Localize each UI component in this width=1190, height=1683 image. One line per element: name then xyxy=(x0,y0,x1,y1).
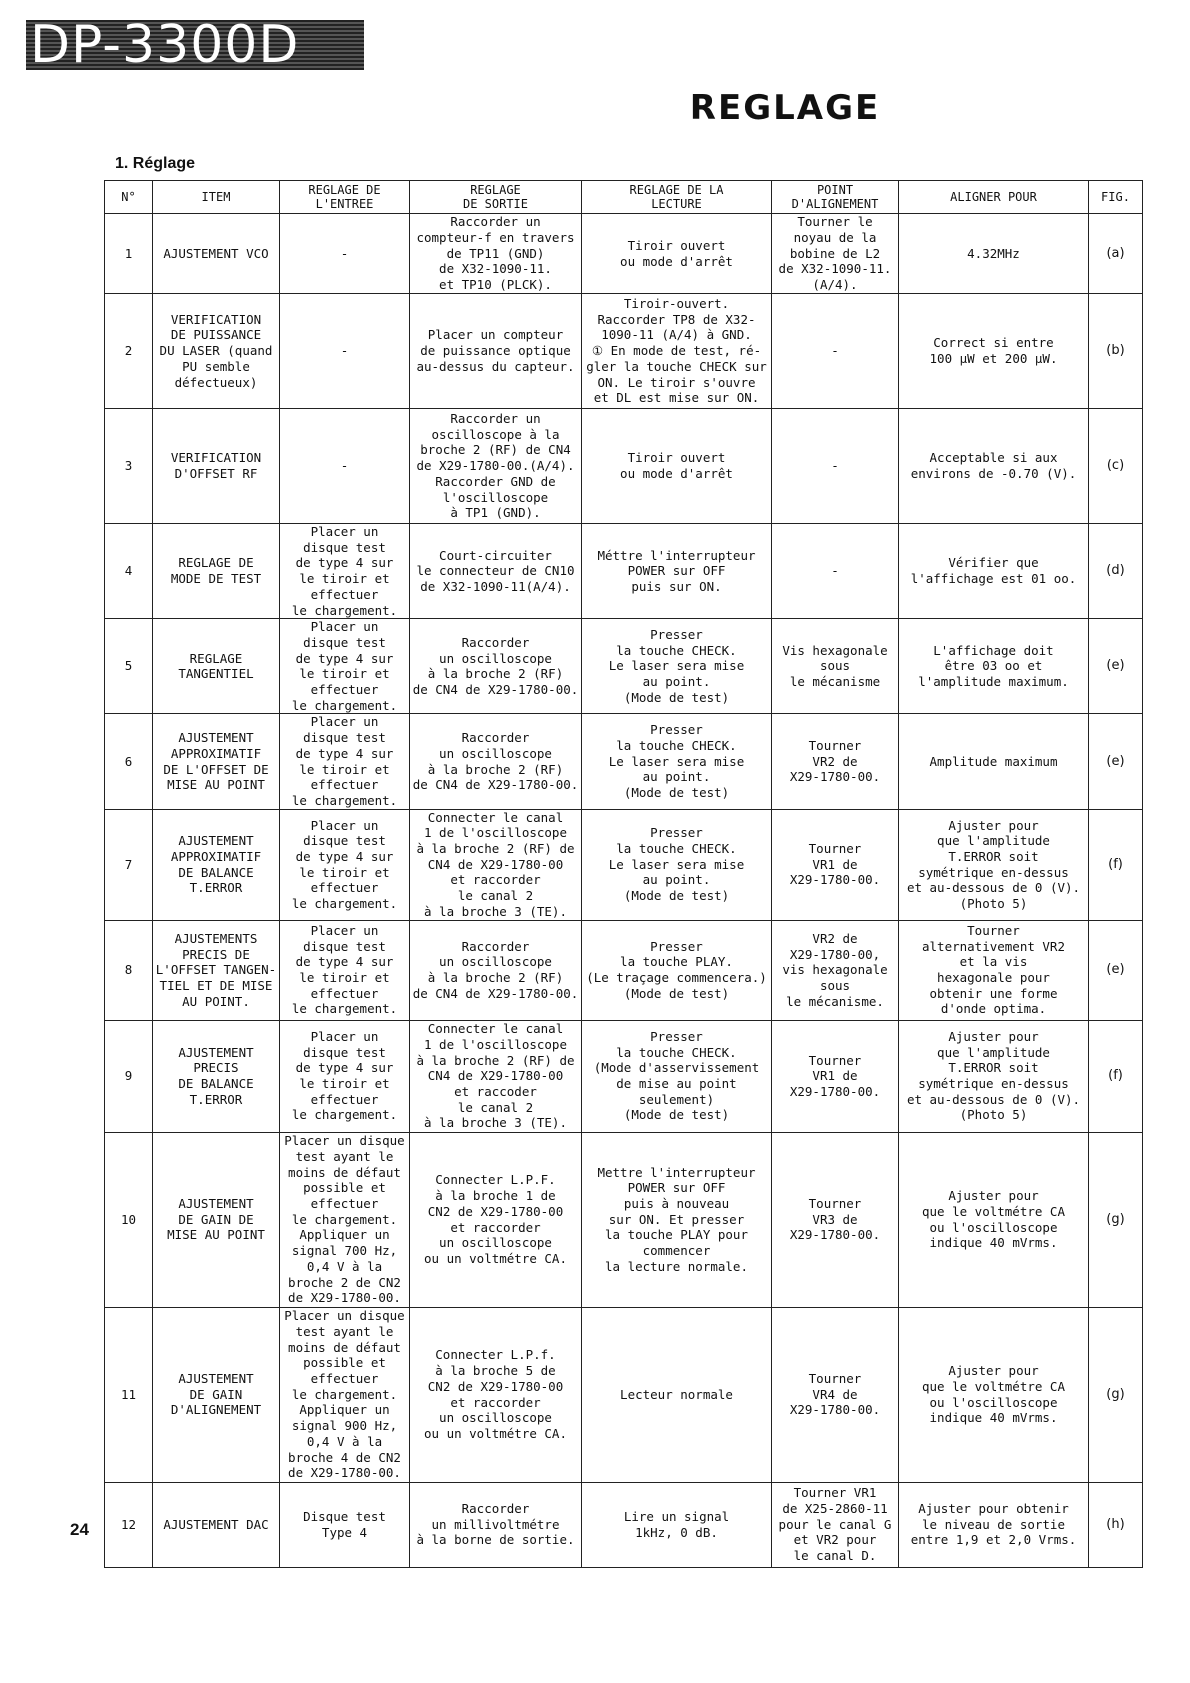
cell-point: - xyxy=(772,294,899,409)
cell-entree: Placer un disque test de type 4 sur le tiroir et effectuer le chargement. xyxy=(280,524,410,619)
table-row xyxy=(105,920,1143,1020)
cell-sortie: Raccorder un oscilloscope à la broche 2 (RF) de CN4 de X29-1780-00.(A/4). Raccorder GND de l'oscilloscope à TP1 (GND). xyxy=(410,409,582,524)
model-badge: DP-3300D xyxy=(26,20,364,70)
table-row xyxy=(105,214,1143,294)
cell-aligner: Ajuster pour que le voltmétre CA ou l'oscilloscope indique 40 mVrms. xyxy=(899,1132,1089,1307)
table-row xyxy=(105,524,1143,619)
cell-sortie: Raccorder un millivoltmétre à la borne de sortie. xyxy=(410,1482,582,1567)
cell-point: - xyxy=(772,524,899,619)
cell-sortie: Raccorder un oscilloscope à la broche 2 (RF) de CN4 de X29-1780-00. xyxy=(410,714,582,809)
cell-point: Tourner VR1 de X29-1780-00. xyxy=(772,809,899,920)
cell-point: VR2 de X29-1780-00, vis hexagonale sous le mécanisme. xyxy=(772,920,899,1020)
cell-lecture: Tiroir ouvert ou mode d'arrêt xyxy=(582,214,772,294)
cell-fig: (h) xyxy=(1089,1482,1143,1567)
cell-no: 6 xyxy=(105,714,153,809)
table-row xyxy=(105,1020,1143,1132)
cell-entree: Disque test Type 4 xyxy=(280,1482,410,1567)
cell-item: AJUSTEMENTS PRECIS DE L'OFFSET TANGEN- TIEL ET DE MISE AU POINT. xyxy=(153,920,280,1020)
cell-aligner: Tourner alternativement VR2 et la vis hexagonale pour obtenir une forme d'onde optima. xyxy=(899,920,1089,1020)
table-row xyxy=(105,1307,1143,1482)
column-header-point: POINT D'ALIGNEMENT xyxy=(772,181,899,214)
cell-no: 7 xyxy=(105,809,153,920)
cell-sortie: Connecter L.P.f. à la broche 5 de CN2 de X29-1780-00 et raccorder un oscilloscope ou un voltmétre CA. xyxy=(410,1307,582,1482)
section-title: 1. Réglage xyxy=(115,155,196,172)
cell-point: Vis hexagonale sous le mécanisme xyxy=(772,619,899,714)
cell-sortie: Raccorder un compteur-f en travers de TP11 (GND) de X32-1090-11. et TP10 (PLCK). xyxy=(410,214,582,294)
cell-aligner: Ajuster pour que l'amplitude T.ERROR soit symétrique en-dessus et au-dessous de 0 (V). (Photo 5) xyxy=(899,809,1089,920)
cell-point: Tourner VR4 de X29-1780-00. xyxy=(772,1307,899,1482)
cell-aligner: Ajuster pour que le voltmétre CA ou l'oscilloscope indique 40 mVrms. xyxy=(899,1307,1089,1482)
cell-entree: - xyxy=(280,409,410,524)
cell-aligner: L'affichage doit être 03 oo et l'amplitude maximum. xyxy=(899,619,1089,714)
cell-fig: (g) xyxy=(1089,1132,1143,1307)
cell-no: 9 xyxy=(105,1020,153,1132)
cell-fig: (e) xyxy=(1089,714,1143,809)
table-row xyxy=(105,714,1143,809)
cell-fig: (b) xyxy=(1089,294,1143,409)
cell-item: VERIFICATION DE PUISSANCE DU LASER (quand PU semble défectueux) xyxy=(153,294,280,409)
cell-sortie: Connecter L.P.F. à la broche 1 de CN2 de X29-1780-00 et raccorder un oscilloscope ou un voltmétre CA. xyxy=(410,1132,582,1307)
table-row xyxy=(105,1482,1143,1567)
cell-lecture: Presser la touche CHECK. Le laser sera mise au point. (Mode de test) xyxy=(582,809,772,920)
cell-aligner: Vérifier que l'affichage est 01 oo. xyxy=(899,524,1089,619)
table-row xyxy=(105,294,1143,409)
cell-fig: (a) xyxy=(1089,214,1143,294)
cell-point: Tourner le noyau de la bobine de L2 de X32-1090-11. (A/4). xyxy=(772,214,899,294)
cell-entree: Placer un disque test de type 4 sur le tiroir et effectuer le chargement. xyxy=(280,619,410,714)
table-row xyxy=(105,409,1143,524)
cell-item: AJUSTEMENT PRECIS DE BALANCE T.ERROR xyxy=(153,1020,280,1132)
cell-sortie: Connecter le canal 1 de l'oscilloscope à la broche 2 (RF) de CN4 de X29-1780-00 et raccorder le canal 2 à la broche 3 (TE). xyxy=(410,809,582,920)
table-row xyxy=(105,1132,1143,1307)
cell-aligner: Correct si entre 100 μW et 200 μW. xyxy=(899,294,1089,409)
column-header-fig: FIG. xyxy=(1089,181,1143,214)
cell-aligner: Amplitude maximum xyxy=(899,714,1089,809)
cell-no: 10 xyxy=(105,1132,153,1307)
cell-point: - xyxy=(772,409,899,524)
cell-aligner: Acceptable si aux environs de -0.70 (V). xyxy=(899,409,1089,524)
cell-lecture: Lire un signal 1kHz, 0 dB. xyxy=(582,1482,772,1567)
column-header-sortie: REGLAGE DE SORTIE xyxy=(410,181,582,214)
table-header-row xyxy=(105,181,1143,214)
cell-entree: Placer un disque test de type 4 sur le tiroir et effectuer le chargement. xyxy=(280,809,410,920)
cell-lecture: Presser la touche CHECK. Le laser sera mise au point. (Mode de test) xyxy=(582,714,772,809)
cell-point: Tourner VR2 de X29-1780-00. xyxy=(772,714,899,809)
cell-lecture: Tiroir-ouvert. Raccorder TP8 de X32- 1090-11 (A/4) à GND. ① En mode de test, ré- gler la touche CHECK sur ON. Le tiroir s'ouvre et DL est mise sur ON. xyxy=(582,294,772,409)
cell-aligner: 4.32MHz xyxy=(899,214,1089,294)
cell-point: Tourner VR3 de X29-1780-00. xyxy=(772,1132,899,1307)
page-number: 24 xyxy=(70,1520,89,1539)
column-header-lecture: REGLAGE DE LA LECTURE xyxy=(582,181,772,214)
cell-lecture: Mettre l'interrupteur POWER sur OFF puis à nouveau sur ON. Et presser la touche PLAY pour commencer la lecture normale. xyxy=(582,1132,772,1307)
page-title: REGLAGE xyxy=(689,88,881,128)
cell-item: AJUSTEMENT VCO xyxy=(153,214,280,294)
column-header-no: N° xyxy=(105,181,153,214)
cell-no: 11 xyxy=(105,1307,153,1482)
cell-entree: Placer un disque test de type 4 sur le tiroir et effectuer le chargement. xyxy=(280,1020,410,1132)
cell-item: AJUSTEMENT DE GAIN DE MISE AU POINT xyxy=(153,1132,280,1307)
cell-fig: (f) xyxy=(1089,809,1143,920)
cell-item: REGLAGE TANGENTIEL xyxy=(153,619,280,714)
cell-entree: Placer un disque test ayant le moins de défaut possible et effectuer le chargement. Appliquer un signal 900 Hz, 0,4 V à la broche 4 de CN2 de X29-1780-00. xyxy=(280,1307,410,1482)
cell-aligner: Ajuster pour obtenir le niveau de sortie entre 1,9 et 2,0 Vrms. xyxy=(899,1482,1089,1567)
cell-point: Tourner VR1 de X25-2860-11 pour le canal G et VR2 pour le canal D. xyxy=(772,1482,899,1567)
cell-item: REGLAGE DE MODE DE TEST xyxy=(153,524,280,619)
cell-no: 5 xyxy=(105,619,153,714)
cell-entree: Placer un disque test de type 4 sur le tiroir et effectuer le chargement. xyxy=(280,920,410,1020)
cell-lecture: Tiroir ouvert ou mode d'arrêt xyxy=(582,409,772,524)
cell-no: 12 xyxy=(105,1482,153,1567)
cell-sortie: Placer un compteur de puissance optique au-dessus du capteur. xyxy=(410,294,582,409)
cell-sortie: Court-circuiter le connecteur de CN10 de X32-1090-11(A/4). xyxy=(410,524,582,619)
cell-no: 3 xyxy=(105,409,153,524)
cell-fig: (e) xyxy=(1089,619,1143,714)
cell-fig: (c) xyxy=(1089,409,1143,524)
adjustment-table xyxy=(104,180,1143,1568)
cell-sortie: Raccorder un oscilloscope à la broche 2 (RF) de CN4 de X29-1780-00. xyxy=(410,619,582,714)
cell-lecture: Presser la touche CHECK. Le laser sera mise au point. (Mode de test) xyxy=(582,619,772,714)
cell-item: AJUSTEMENT DE GAIN D'ALIGNEMENT xyxy=(153,1307,280,1482)
cell-lecture: Presser la touche CHECK. (Mode d'asservissement de mise au point seulement) (Mode de test) xyxy=(582,1020,772,1132)
cell-no: 1 xyxy=(105,214,153,294)
cell-item: AJUSTEMENT APPROXIMATIF DE BALANCE T.ERROR xyxy=(153,809,280,920)
cell-no: 8 xyxy=(105,920,153,1020)
table-row xyxy=(105,809,1143,920)
cell-sortie: Raccorder un oscilloscope à la broche 2 (RF) de CN4 de X29-1780-00. xyxy=(410,920,582,1020)
cell-lecture: Lecteur normale xyxy=(582,1307,772,1482)
cell-item: AJUSTEMENT APPROXIMATIF DE L'OFFSET DE MISE AU POINT xyxy=(153,714,280,809)
cell-item: AJUSTEMENT DAC xyxy=(153,1482,280,1567)
cell-no: 2 xyxy=(105,294,153,409)
cell-fig: (f) xyxy=(1089,1020,1143,1132)
table-row xyxy=(105,619,1143,714)
cell-aligner: Ajuster pour que l'amplitude T.ERROR soit symétrique en-dessus et au-dessous de 0 (V). (Photo 5) xyxy=(899,1020,1089,1132)
cell-entree: Placer un disque test ayant le moins de défaut possible et effectuer le chargement. Appliquer un signal 700 Hz, 0,4 V à la broche 2 de CN2 de X29-1780-00. xyxy=(280,1132,410,1307)
cell-lecture: Méttre l'interrupteur POWER sur OFF puis sur ON. xyxy=(582,524,772,619)
cell-lecture: Presser la touche PLAY. (Le traçage commencera.) (Mode de test) xyxy=(582,920,772,1020)
cell-entree: - xyxy=(280,214,410,294)
cell-entree: - xyxy=(280,294,410,409)
column-header-item: ITEM xyxy=(153,181,280,214)
cell-point: Tourner VR1 de X29-1780-00. xyxy=(772,1020,899,1132)
cell-fig: (d) xyxy=(1089,524,1143,619)
cell-sortie: Connecter le canal 1 de l'oscilloscope à la broche 2 (RF) de CN4 de X29-1780-00 et raccoder le canal 2 à la broche 3 (TE). xyxy=(410,1020,582,1132)
cell-item: VERIFICATION D'OFFSET RF xyxy=(153,409,280,524)
cell-fig: (e) xyxy=(1089,920,1143,1020)
column-header-aligner: ALIGNER POUR xyxy=(899,181,1089,214)
cell-no: 4 xyxy=(105,524,153,619)
cell-fig: (g) xyxy=(1089,1307,1143,1482)
cell-entree: Placer un disque test de type 4 sur le tiroir et effectuer le chargement. xyxy=(280,714,410,809)
column-header-entree: REGLAGE DE L'ENTREE xyxy=(280,181,410,214)
